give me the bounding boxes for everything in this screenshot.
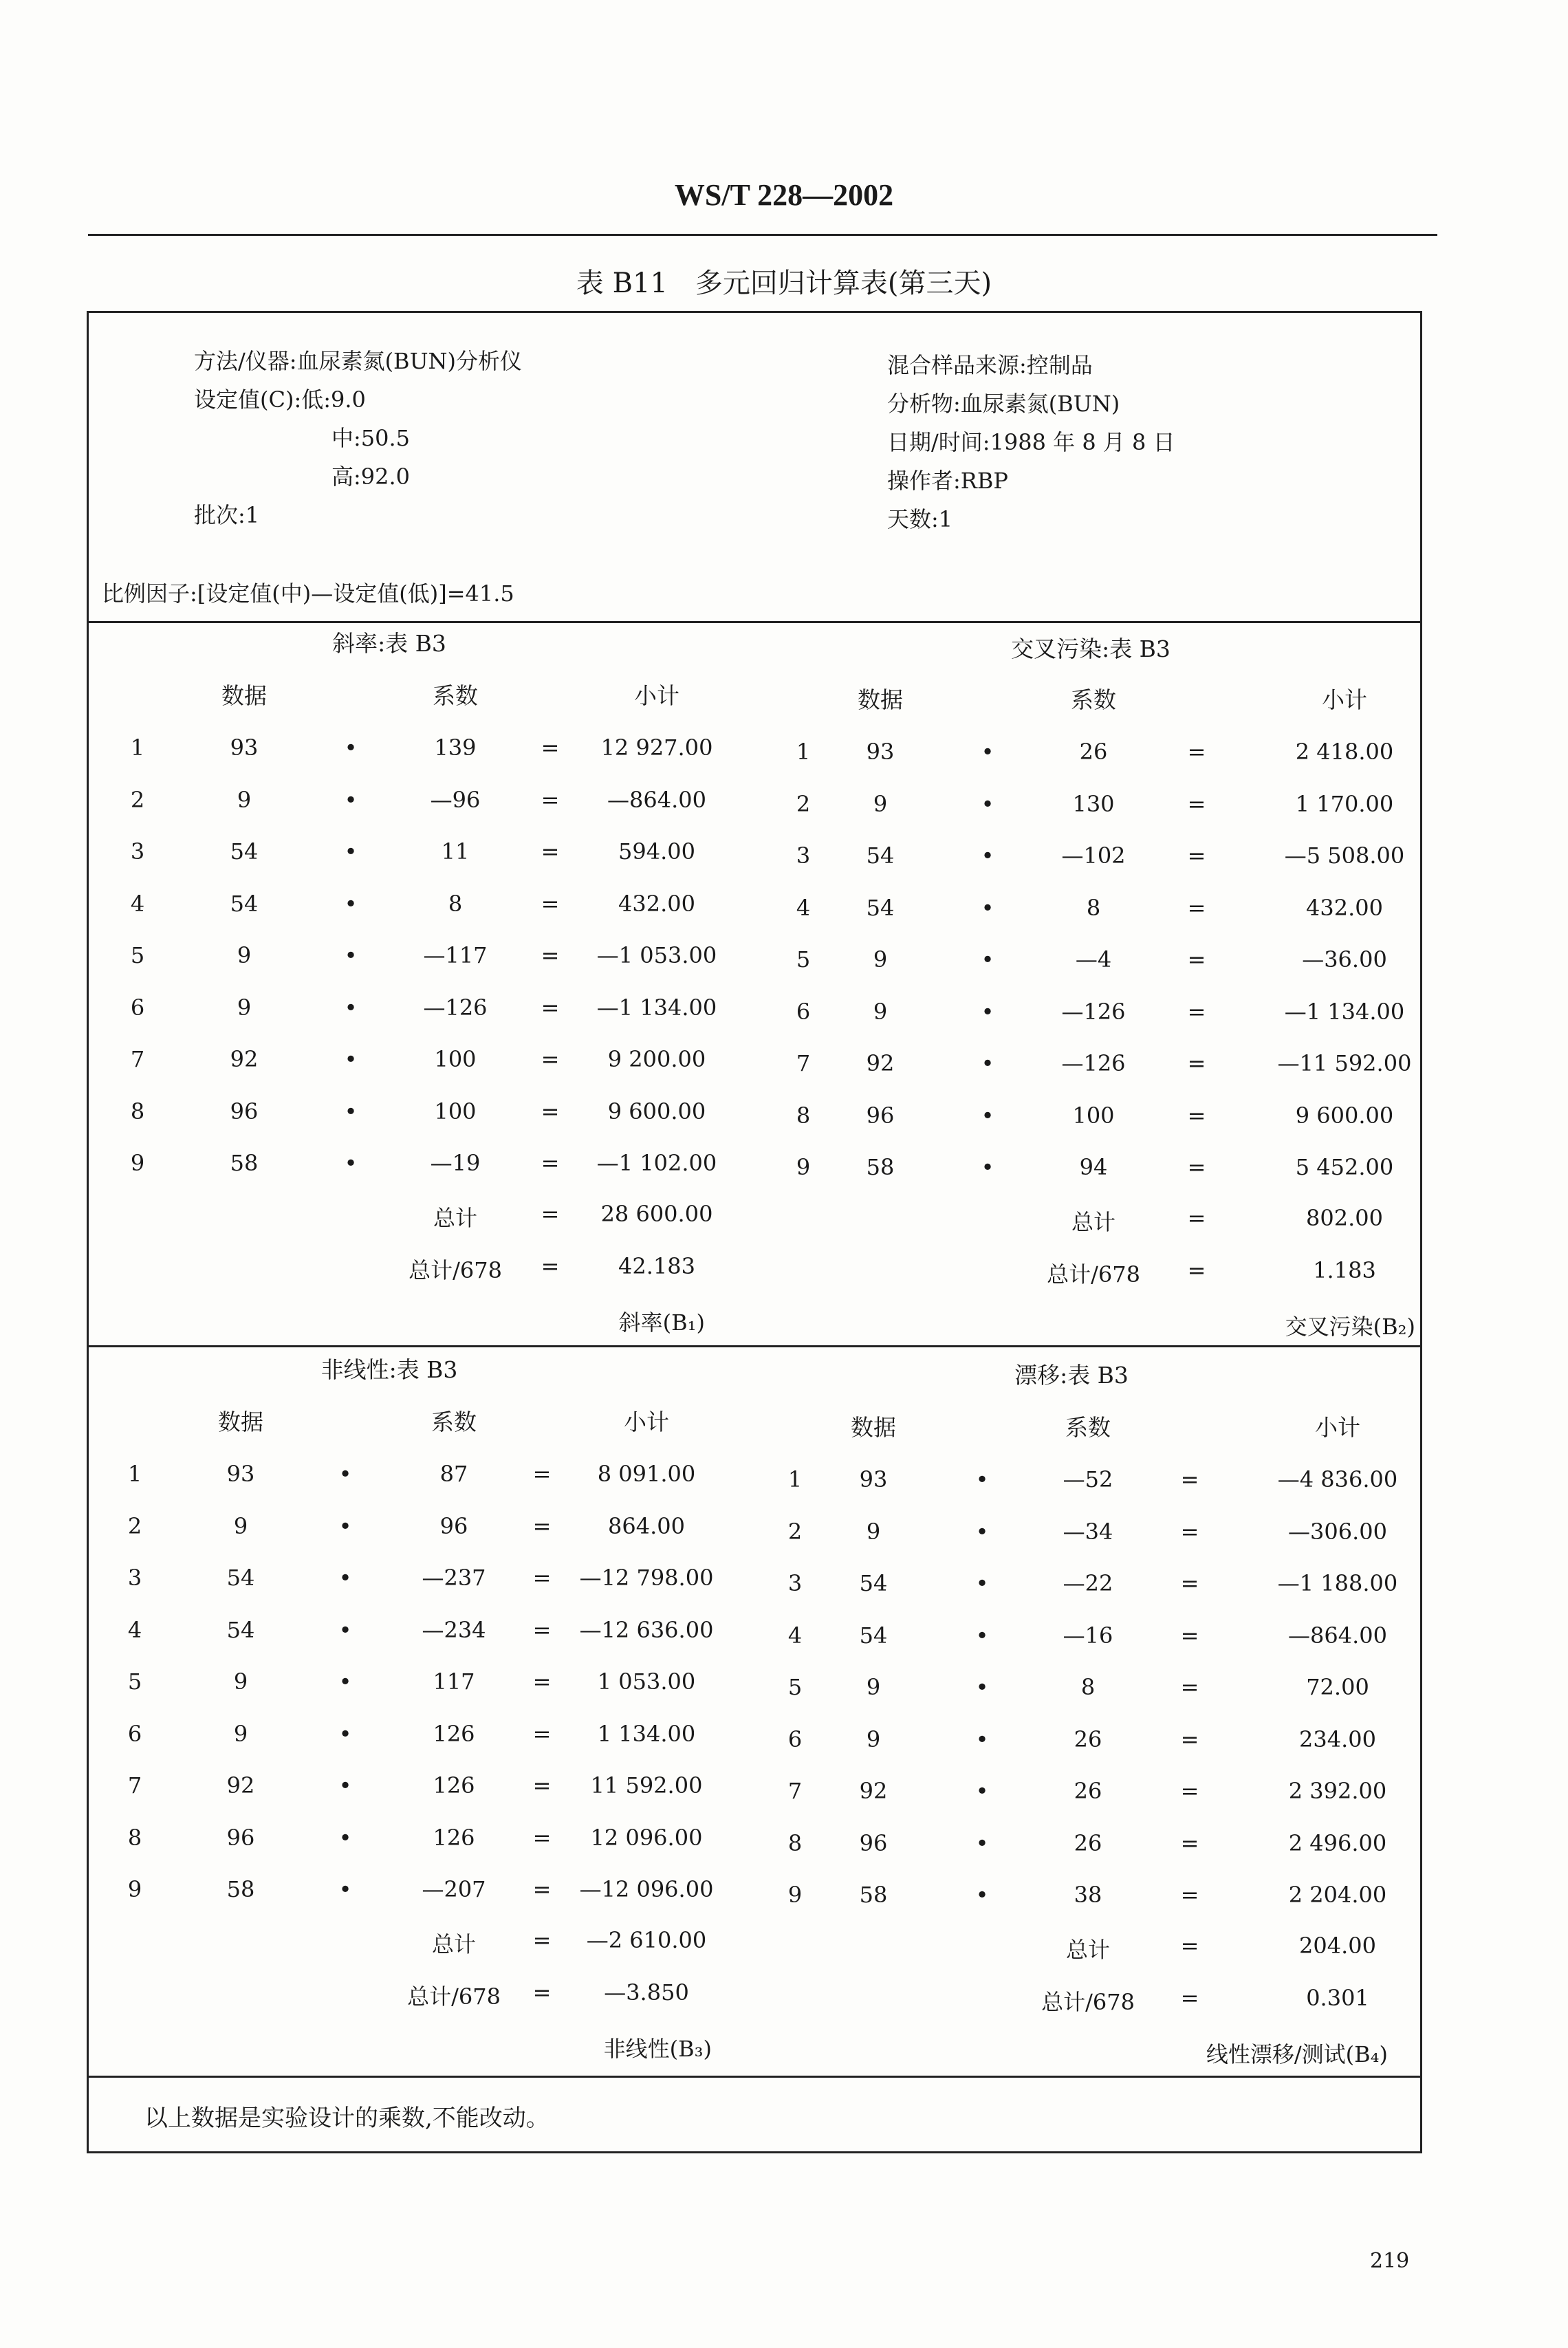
drift-col-data: 数据 (851, 1414, 896, 1441)
slope-row-subtotal: 12 927.00 (600, 735, 713, 761)
nonlinearity-row-subtotal: —12 096.00 (579, 1876, 714, 1902)
slope-total-label: 总计 (433, 1205, 478, 1231)
carryover-avg-label: 总计/678 (1047, 1261, 1140, 1287)
drift-row-index: 5 (787, 1674, 803, 1700)
drift-row-index: 6 (787, 1726, 803, 1752)
carryover-row-multiply: • (981, 739, 994, 765)
carryover-row-equals: = (1187, 1102, 1206, 1129)
slope-row-equals: = (541, 1046, 560, 1072)
carryover-row-index: 9 (796, 1154, 811, 1180)
header-rule (88, 234, 1437, 236)
slope-row-multiply: • (344, 994, 358, 1021)
drift-row-subtotal: 234.00 (1299, 1726, 1376, 1752)
nonlinearity-row-coef: 96 (439, 1513, 468, 1539)
slope-row-data: 9 (237, 994, 252, 1021)
nonlinearity-row-subtotal: 11 592.00 (590, 1772, 703, 1798)
slope-row-coef: —126 (423, 994, 488, 1021)
nonlinearity-row-coef: 117 (433, 1668, 475, 1695)
setpoint-low: 设定值(C):低:9.0 (194, 387, 366, 413)
document-code: WS/T 228—2002 (674, 178, 894, 212)
nonlinearity-avg-label: 总计/678 (407, 1983, 501, 2010)
carryover-row-data: 54 (866, 843, 895, 869)
drift-row-equals: = (1180, 1519, 1199, 1545)
slope-row-equals: = (541, 735, 560, 761)
slope-row-equals: = (541, 891, 560, 917)
slope-row-equals: = (541, 787, 560, 813)
divider-info (87, 621, 1422, 623)
slope-row-index: 4 (130, 891, 145, 917)
slope-row-index: 6 (130, 994, 145, 1021)
nonlinearity-col-data: 数据 (218, 1409, 263, 1435)
carryover-row-equals: = (1187, 895, 1206, 921)
nonlinearity-row-equals: = (532, 1668, 552, 1695)
slope-row-index: 2 (130, 787, 145, 813)
drift-row-coef: —52 (1063, 1466, 1113, 1492)
carryover-row-equals: = (1187, 999, 1206, 1025)
carryover-row-subtotal: 432.00 (1306, 895, 1383, 921)
setpoint-high: 高:92.0 (331, 464, 411, 490)
carryover-avg-equals: = (1187, 1257, 1206, 1283)
carryover-col-coef: 系数 (1071, 686, 1116, 713)
carryover-row-multiply: • (981, 895, 994, 921)
carryover-row-coef: 100 (1072, 1102, 1115, 1129)
sample-source: 混合样品来源:控制品 (887, 352, 1093, 378)
drift-row-subtotal: —1 188.00 (1277, 1570, 1398, 1596)
slope-row-subtotal: —1 102.00 (596, 1150, 717, 1176)
carryover-row-subtotal: —36.00 (1302, 946, 1387, 972)
nonlinearity-row-index: 8 (127, 1825, 142, 1851)
nonlinearity-row-equals: = (532, 1513, 552, 1539)
carryover-row-subtotal: —11 592.00 (1277, 1050, 1412, 1076)
drift-row-index: 4 (787, 1622, 803, 1649)
drift-row-data: 9 (866, 1674, 881, 1700)
slope-row-equals: = (541, 1098, 560, 1124)
slope-avg-equals: = (541, 1253, 560, 1279)
carryover-row-data: 54 (866, 895, 895, 921)
slope-row-data: 96 (230, 1098, 259, 1124)
nonlinearity-row-subtotal: —12 798.00 (579, 1565, 714, 1591)
carryover-row-subtotal: 5 452.00 (1295, 1154, 1394, 1180)
nonlinearity-row-equals: = (532, 1617, 552, 1643)
slope-row-coef: 139 (434, 735, 477, 761)
drift-row-index: 7 (787, 1778, 803, 1804)
carryover-row-equals: = (1187, 791, 1206, 817)
nonlinearity-row-data: 96 (226, 1825, 255, 1851)
drift-row-subtotal: 72.00 (1306, 1674, 1369, 1700)
nonlinearity-row-coef: 87 (439, 1461, 468, 1487)
carryover-row-coef: 8 (1086, 895, 1101, 921)
drift-row-multiply: • (975, 1519, 989, 1545)
drift-row-data: 54 (859, 1570, 888, 1596)
drift-row-multiply: • (975, 1466, 989, 1492)
slope-row-coef: 100 (434, 1098, 477, 1124)
nonlinearity-row-index: 1 (127, 1461, 142, 1487)
drift-row-coef: 26 (1074, 1778, 1102, 1804)
drift-avg-label: 总计/678 (1041, 1989, 1135, 2015)
drift-avg-value: 0.301 (1306, 1985, 1369, 2011)
carryover-row-data: 96 (866, 1102, 895, 1129)
nonlinearity-row-coef: 126 (433, 1721, 475, 1747)
drift-row-multiply: • (975, 1674, 989, 1700)
nonlinearity-row-data: 9 (233, 1668, 248, 1695)
drift-row-data: 92 (859, 1778, 888, 1804)
drift-avg-equals: = (1180, 1985, 1199, 2011)
nonlinearity-row-subtotal: 12 096.00 (590, 1825, 703, 1851)
carryover-row-data: 93 (866, 739, 895, 765)
carryover-avg-value: 1.183 (1313, 1257, 1376, 1283)
slope-row-multiply: • (344, 1098, 358, 1124)
page-number: 219 (1370, 2249, 1410, 2273)
slope-row-equals: = (541, 994, 560, 1021)
drift-total-equals: = (1180, 1933, 1199, 1959)
slope-result-label: 斜率(B₁) (618, 1309, 705, 1336)
drift-row-index: 9 (787, 1882, 803, 1908)
slope-row-data: 92 (230, 1046, 259, 1072)
drift-row-subtotal: 2 496.00 (1288, 1830, 1387, 1856)
carryover-row-index: 2 (796, 791, 811, 817)
carryover-row-coef: —102 (1061, 843, 1126, 869)
carryover-row-index: 4 (796, 895, 811, 921)
drift-total-value: 204.00 (1299, 1933, 1376, 1959)
nonlinearity-row-coef: —234 (422, 1617, 486, 1643)
carryover-row-multiply: • (981, 946, 994, 972)
drift-row-equals: = (1180, 1622, 1199, 1649)
carryover-row-subtotal: —5 508.00 (1284, 843, 1405, 869)
nonlinearity-row-index: 7 (127, 1772, 142, 1798)
analyte: 分析物:血尿素氮(BUN) (887, 391, 1120, 417)
drift-row-index: 2 (787, 1519, 803, 1545)
nonlinearity-total-equals: = (532, 1927, 552, 1953)
nonlinearity-row-multiply: • (338, 1825, 352, 1851)
carryover-row-index: 1 (796, 739, 811, 765)
nonlinearity-row-subtotal: 1 134.00 (597, 1721, 696, 1747)
method-instrument: 方法/仪器:血尿素氮(BUN)分析仪 (194, 348, 523, 374)
drift-row-multiply: • (975, 1778, 989, 1804)
nonlinearity-avg-value: —3.850 (604, 1979, 689, 2005)
drift-row-multiply: • (975, 1882, 989, 1908)
nonlinearity-row-subtotal: —12 636.00 (579, 1617, 714, 1643)
carryover-row-coef: 94 (1079, 1154, 1108, 1180)
carryover-row-index: 3 (796, 843, 811, 869)
drift-row-coef: —16 (1063, 1622, 1113, 1649)
drift-total-label: 总计 (1065, 1937, 1111, 1963)
drift-row-equals: = (1180, 1778, 1199, 1804)
slope-total-equals: = (541, 1201, 560, 1227)
slope-row-multiply: • (344, 891, 358, 917)
slope-row-data: 58 (230, 1150, 259, 1176)
slope-row-subtotal: —864.00 (607, 787, 706, 813)
slope-row-multiply: • (344, 787, 358, 813)
drift-row-coef: 38 (1074, 1882, 1102, 1908)
carryover-row-coef: 26 (1079, 739, 1108, 765)
slope-row-coef: 11 (441, 838, 470, 865)
slope-row-coef: 8 (448, 891, 463, 917)
carryover-row-multiply: • (981, 1102, 994, 1129)
drift-col-coef: 系数 (1065, 1414, 1111, 1441)
slope-row-multiply: • (344, 1150, 358, 1176)
carryover-row-data: 9 (873, 791, 888, 817)
nonlinearity-total-label: 总计 (431, 1931, 477, 1957)
nonlinearity-row-coef: —207 (422, 1876, 486, 1902)
carryover-row-multiply: • (981, 1154, 994, 1180)
nonlinearity-row-multiply: • (338, 1461, 352, 1487)
carryover-row-data: 92 (866, 1050, 895, 1076)
nonlinearity-total-value: —2 610.00 (586, 1927, 707, 1953)
nonlinearity-result-label: 非线性(B₃) (603, 2036, 712, 2062)
nonlinearity-row-data: 9 (233, 1513, 248, 1539)
nonlinearity-row-data: 54 (226, 1617, 255, 1643)
carryover-row-index: 5 (796, 946, 811, 972)
slope-col-data: 数据 (221, 682, 267, 709)
nonlinearity-row-data: 92 (226, 1772, 255, 1798)
nonlinearity-row-multiply: • (338, 1772, 352, 1798)
carryover-row-index: 6 (796, 999, 811, 1025)
drift-row-multiply: • (975, 1830, 989, 1856)
drift-row-multiply: • (975, 1622, 989, 1649)
carryover-row-subtotal: 9 600.00 (1295, 1102, 1394, 1129)
carryover-row-coef: —126 (1061, 999, 1126, 1025)
slope-row-data: 9 (237, 787, 252, 813)
drift-row-coef: 8 (1080, 1674, 1096, 1700)
nonlinearity-col-coef: 系数 (431, 1409, 477, 1435)
slope-row-subtotal: —1 053.00 (596, 942, 717, 968)
carryover-row-data: 9 (873, 999, 888, 1025)
drift-row-equals: = (1180, 1882, 1199, 1908)
drift-panel-title: 漂移:表 B3 (1014, 1362, 1129, 1389)
drift-row-data: 9 (866, 1519, 881, 1545)
drift-row-multiply: • (975, 1726, 989, 1752)
table-title: 表 B11 多元回归计算表(第三天) (576, 268, 992, 299)
nonlinearity-row-equals: = (532, 1876, 552, 1902)
carryover-row-equals: = (1187, 946, 1206, 972)
slope-row-multiply: • (344, 942, 358, 968)
nonlinearity-row-data: 54 (226, 1565, 255, 1591)
carryover-row-equals: = (1187, 1050, 1206, 1076)
nonlinearity-row-equals: = (532, 1825, 552, 1851)
nonlinearity-row-multiply: • (338, 1617, 352, 1643)
carryover-result-label: 交叉污染(B₂) (1285, 1314, 1415, 1340)
drift-row-subtotal: —4 836.00 (1277, 1466, 1398, 1492)
drift-row-coef: 26 (1074, 1726, 1102, 1752)
carryover-row-subtotal: 2 418.00 (1295, 739, 1394, 765)
divider-footer (87, 2076, 1422, 2078)
drift-row-equals: = (1180, 1830, 1199, 1856)
slope-row-index: 9 (130, 1150, 145, 1176)
carryover-panel-title: 交叉污染:表 B3 (1011, 635, 1170, 662)
slope-row-multiply: • (344, 838, 358, 865)
slope-row-equals: = (541, 942, 560, 968)
slope-avg-value: 42.183 (618, 1253, 695, 1279)
slope-row-coef: —96 (430, 787, 481, 813)
slope-row-subtotal: 9 200.00 (607, 1046, 706, 1072)
carryover-total-value: 802.00 (1306, 1205, 1383, 1231)
drift-row-subtotal: 2 392.00 (1288, 1778, 1387, 1804)
slope-row-data: 54 (230, 838, 259, 865)
drift-row-equals: = (1180, 1674, 1199, 1700)
carryover-row-coef: —126 (1061, 1050, 1126, 1076)
drift-row-coef: —34 (1063, 1519, 1113, 1545)
slope-row-multiply: • (344, 735, 358, 761)
slope-row-subtotal: 9 600.00 (607, 1098, 706, 1124)
nonlinearity-row-index: 4 (127, 1617, 142, 1643)
slope-row-index: 3 (130, 838, 145, 865)
nonlinearity-row-coef: —237 (422, 1565, 486, 1591)
slope-row-subtotal: 594.00 (618, 838, 695, 865)
drift-row-equals: = (1180, 1466, 1199, 1492)
drift-row-multiply: • (975, 1570, 989, 1596)
slope-row-equals: = (541, 1150, 560, 1176)
carryover-total-label: 总计 (1071, 1209, 1116, 1235)
drift-row-data: 58 (859, 1882, 888, 1908)
drift-row-subtotal: —864.00 (1288, 1622, 1387, 1649)
nonlinearity-row-equals: = (532, 1721, 552, 1747)
drift-row-index: 3 (787, 1570, 803, 1596)
drift-row-data: 9 (866, 1726, 881, 1752)
nonlinearity-row-index: 2 (127, 1513, 142, 1539)
nonlinearity-row-coef: 126 (433, 1825, 475, 1851)
carryover-row-subtotal: —1 134.00 (1284, 999, 1405, 1025)
drift-row-coef: 26 (1074, 1830, 1102, 1856)
nonlinearity-row-subtotal: 1 053.00 (597, 1668, 696, 1695)
nonlinearity-row-index: 9 (127, 1876, 142, 1902)
nonlinearity-row-data: 58 (226, 1876, 255, 1902)
drift-row-data: 54 (859, 1622, 888, 1649)
slope-row-coef: —117 (423, 942, 488, 968)
carryover-col-data: 数据 (858, 686, 903, 713)
nonlinearity-row-equals: = (532, 1772, 552, 1798)
nonlinearity-row-index: 3 (127, 1565, 142, 1591)
carryover-total-equals: = (1187, 1205, 1206, 1231)
nonlinearity-col-subtotal: 小计 (624, 1409, 669, 1435)
drift-result-label: 线性漂移/测试(B₄) (1206, 2041, 1388, 2067)
date-time: 日期/时间:1988 年 8 月 8 日 (887, 429, 1175, 455)
drift-row-equals: = (1180, 1570, 1199, 1596)
slope-total-value: 28 600.00 (600, 1201, 713, 1227)
nonlinearity-row-subtotal: 8 091.00 (597, 1461, 696, 1487)
slope-col-coef: 系数 (433, 682, 478, 709)
nonlinearity-row-subtotal: 864.00 (608, 1513, 685, 1539)
operator: 操作者:RBP (887, 468, 1008, 494)
slope-row-data: 93 (230, 735, 259, 761)
carryover-row-equals: = (1187, 843, 1206, 869)
slope-row-coef: —19 (430, 1150, 481, 1176)
carryover-row-data: 9 (873, 946, 888, 972)
nonlinearity-row-multiply: • (338, 1721, 352, 1747)
nonlinearity-row-multiply: • (338, 1565, 352, 1591)
slope-row-data: 54 (230, 891, 259, 917)
slope-row-equals: = (541, 838, 560, 865)
footer-note: 以上数据是实验设计的乘数,不能改动。 (144, 2105, 549, 2132)
scale-factor: 比例因子:[设定值(中)—设定值(低)]=41.5 (102, 580, 514, 607)
carryover-row-subtotal: 1 170.00 (1295, 791, 1394, 817)
nonlinearity-row-data: 93 (226, 1461, 255, 1487)
carryover-row-coef: —4 (1075, 946, 1112, 972)
slope-row-coef: 100 (434, 1046, 477, 1072)
carryover-row-coef: 130 (1072, 791, 1115, 817)
nonlinearity-row-data: 9 (233, 1721, 248, 1747)
drift-row-subtotal: —306.00 (1288, 1519, 1387, 1545)
slope-row-multiply: • (344, 1046, 358, 1072)
nonlinearity-row-multiply: • (338, 1876, 352, 1902)
slope-row-data: 9 (237, 942, 252, 968)
batch: 批次:1 (194, 502, 260, 528)
carryover-row-multiply: • (981, 1050, 994, 1076)
carryover-row-equals: = (1187, 1154, 1206, 1180)
drift-row-equals: = (1180, 1726, 1199, 1752)
slope-row-index: 1 (130, 735, 145, 761)
slope-avg-label: 总计/678 (409, 1257, 502, 1283)
carryover-row-multiply: • (981, 843, 994, 869)
carryover-row-equals: = (1187, 739, 1206, 765)
drift-row-coef: —22 (1063, 1570, 1113, 1596)
slope-col-subtotal: 小计 (634, 682, 679, 709)
carryover-row-index: 7 (796, 1050, 811, 1076)
nonlinearity-row-index: 5 (127, 1668, 142, 1695)
carryover-row-multiply: • (981, 999, 994, 1025)
setpoint-mid: 中:50.5 (331, 425, 411, 451)
drift-row-data: 96 (859, 1830, 888, 1856)
drift-row-data: 93 (859, 1466, 888, 1492)
nonlinearity-row-multiply: • (338, 1513, 352, 1539)
drift-row-index: 1 (787, 1466, 803, 1492)
nonlinearity-row-multiply: • (338, 1668, 352, 1695)
drift-row-index: 8 (787, 1830, 803, 1856)
slope-row-index: 5 (130, 942, 145, 968)
slope-panel-title: 斜率:表 B3 (332, 630, 446, 657)
divider-middle (87, 1345, 1422, 1347)
nonlinearity-avg-equals: = (532, 1979, 552, 2005)
days: 天数:1 (887, 506, 953, 532)
nonlinearity-row-coef: 126 (433, 1772, 475, 1798)
drift-row-subtotal: 2 204.00 (1288, 1882, 1387, 1908)
carryover-row-multiply: • (981, 791, 994, 817)
carryover-col-subtotal: 小计 (1322, 686, 1367, 713)
slope-row-subtotal: —1 134.00 (596, 994, 717, 1021)
nonlinearity-row-equals: = (532, 1565, 552, 1591)
slope-row-index: 8 (130, 1098, 145, 1124)
nonlinearity-row-index: 6 (127, 1721, 142, 1747)
nonlinearity-panel-title: 非线性:表 B3 (320, 1356, 458, 1383)
drift-col-subtotal: 小计 (1315, 1414, 1360, 1441)
nonlinearity-row-equals: = (532, 1461, 552, 1487)
carryover-row-data: 58 (866, 1154, 895, 1180)
slope-row-subtotal: 432.00 (618, 891, 695, 917)
carryover-row-index: 8 (796, 1102, 811, 1129)
slope-row-index: 7 (130, 1046, 145, 1072)
